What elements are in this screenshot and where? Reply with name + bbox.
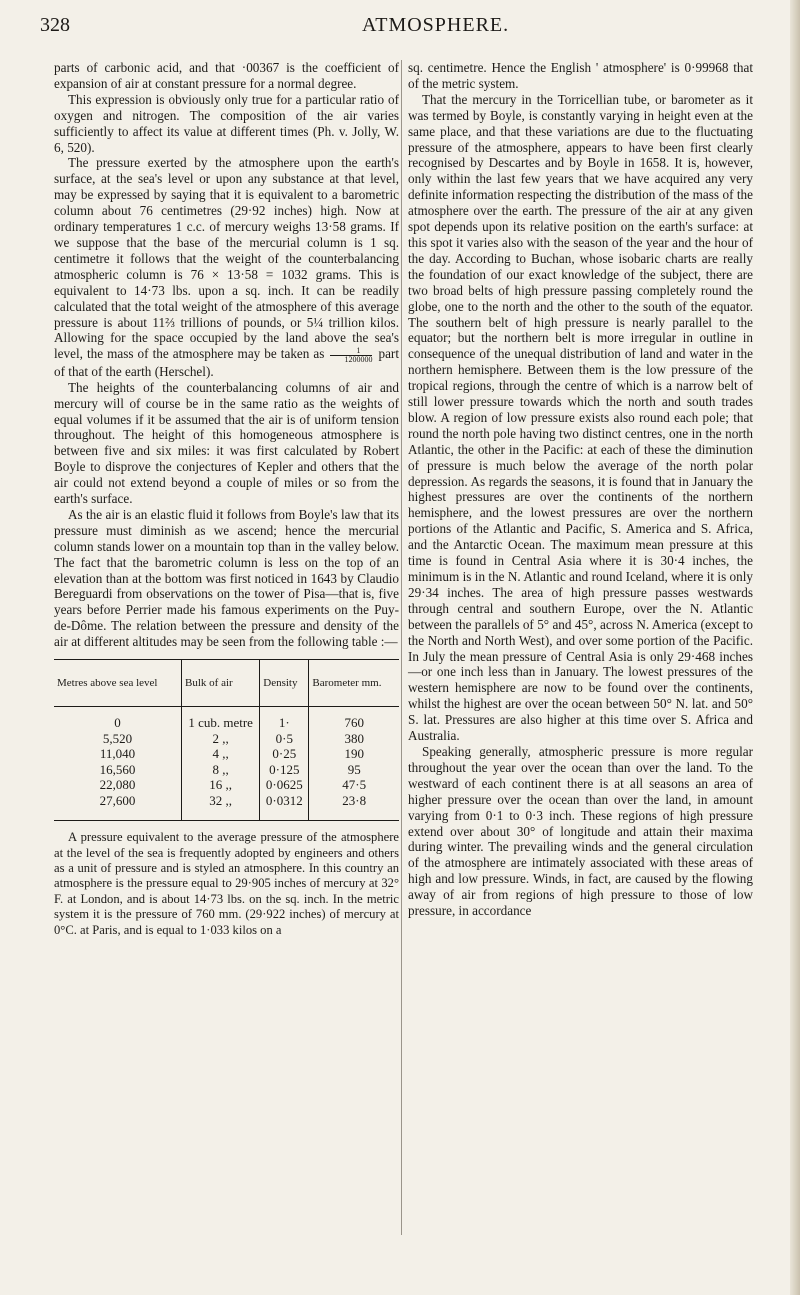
paragraph: [54, 155, 399, 379]
table-cell: 1·: [260, 707, 309, 731]
table-header: Barometer mm.: [309, 660, 399, 707]
table-cell: 27,600: [54, 793, 182, 821]
table-cell: 4 ,,: [182, 746, 260, 762]
right-column: [408, 60, 753, 919]
paragraph: Speaking generally, atmospheric pressure is more regular throughout the year over the ocean than over the land. To the westward of each continent there is at all seasons an area of higher pressure over the ocean than over the land, in amount varying from 0·1 to 0·3 inch. These regions of high pressure extend over about 30° of longitude and attain their maxima during winter. The prevailing winds and the general circulation of the atmosphere are intimately associated with these areas of high and low pressure. Winds, in fact, are caused by the flowing away of air from regions of high pressure to those of low pressure, in accordance: [408, 743, 753, 919]
table-cell: 190: [344, 746, 364, 762]
table-row: [54, 762, 399, 778]
table-row: [54, 746, 399, 762]
table-header: Density: [260, 660, 309, 707]
page-edge: [790, 0, 800, 1295]
table-row: [54, 731, 399, 747]
fraction: [330, 347, 372, 364]
table-cell: 760: [344, 715, 364, 731]
paragraph: The heights of the counterbalancing columns of air and mercury will of course be in the same ratio as the weights of equal volumes if it be assumed that the air is of uniform tension throughout. The height of this homogeneous atmosphere is between five and six miles: it was first calculated by Robert Boyle to disprove the conjectures of Kepler and others that the air could not extend beyond a couple of miles or so from the earth's surface.: [54, 379, 399, 507]
table-cell: 0·25: [260, 746, 309, 762]
table-cell: 22,080: [54, 777, 182, 793]
fraction-numerator: 1: [330, 347, 372, 356]
paragraph-text: The pressure exerted by the atmosphere upon the earth's surface, at the sea's level or upon any substance at that level, may be expressed by saying that it is equivalent to a barometric column about 76 centimetres (29·92 inches) high. Now at ordinary temperatures 1 c.c. of mercury weighs 13·58 grams. If we suppose that the base of the mercurial column is 1 sq. centimetre it follows that the weight of the counterbalancing atmospheric column is 76 × 13·58 = 1032 grams. This is equivalent to 14·73 lbs. upon a sq. inch. It can be readily calculated that the total weight of the atmosphere of this average pressure is about 11⅔ trillions of pounds, or 5¼ trillion kilos. Allowing for the space occupied by the land above the sea's level, the mass of the atmosphere may be taken as: [54, 155, 399, 362]
table-header: Metres above sea level: [54, 660, 182, 707]
table-row: [54, 707, 399, 731]
paragraph: parts of carbonic acid, and that ·00367 is the coefficient of expansion of air at constant pressure for a normal degree.: [54, 60, 399, 91]
column-divider: [401, 60, 402, 1235]
pressure-density-table: [54, 659, 399, 821]
table-cell: 16,560: [54, 762, 182, 778]
paragraph-text: part of that of the earth (Herschel).: [54, 346, 399, 379]
table-cell: 0·0625: [260, 777, 309, 793]
table-cell: 380: [344, 730, 364, 746]
page-number: 328: [40, 14, 70, 36]
running-title: ATMOSPHERE.: [362, 14, 510, 36]
table-cell: 23·8: [309, 793, 399, 821]
table-cell: 1 cub. metre: [182, 707, 260, 731]
table-row: [54, 793, 399, 821]
paragraph: sq. centimetre. Hence the English ' atmosphere' is 0·99968 that of the metric system.: [408, 60, 753, 91]
table-cell: 0: [54, 707, 182, 731]
paragraph: As the air is an elastic fluid it follows from Boyle's law that its pressure must diminish as we ascend; hence the mercurial column stands lower on a mountain top than in the valley below. The fact that the barometric column is less on the top of an elevation than at the bottom was first noticed in 1643 by Claudio Bereguardi from observations on the tower of Pisa—that is, five years before Perrier made his famous experiments on the Puy-de-Dôme. The relation between the pressure and density of the air at different altitudes may be seen from the following table :—: [54, 506, 399, 650]
paragraph: That the mercury in the Torricellian tube, or barometer as it was termed by Boyle, is constantly varying in height even at the same place, and that these variations are due to the fluctuating pressure of the atmosphere, appears to have been first clearly recognised by Descartes and by Boyle in 1658. It is, however, only within the last few years that we have acquired any very definite information respecting the distribution of the mass of the atmosphere over the earth. The pressure of the air at any given spot depends upon its relative position on the earth's surface: at this spot it varies also with the season of the year and the hour of the day. According to Buchan, whose isobaric charts are really the foundation of our exact knowledge of the subject, there are two broad belts of high pressure passing completely round the globe, one to the north and the other to the south of the equator. The southern belt of high pressure is nearly parallel to the equator; but the northern belt is more irregular in outline in consequence of the unequal distribution of land and water in the northern hemisphere. Between them is the low pressure of the tropical regions, through the centre of which is a narrow belt of still lower pressure towards which the north and south trades blow. A region of low pressure exists also round each pole; that round the north pole having two distinct centres, one in the north Atlantic, the other in the Pacific: at each of these the diminution of pressure is much below the average of the north polar depression. As regards the seasons, it is found that in January the highest pressures are over the continents of the northern hemisphere, and the lowest pressures are over the northern portions of the Atlantic and Pacific, S. America and S. Africa, and the Antarctic Ocean. The maximum mean pressure at this time is found in Central Asia where it is 30·4 inches, the minimum is in the N. Atlantic and round Iceland, where it is only 29·34 inches. The area of high pressure passes westwards through central and southern Europe, over the N. Atlantic between the parallels of 5° and 45°, across N. America (except to the North and North West), and over some portion of the Pacific. In July the mean pressure of Central Asia is only 29·468 inches—or one inch less than in January. The lowest pressures of the western hemisphere are now to be found over the continents, whilst the highest are over the ocean between 50° N. lat. and 50° S. lat. Pressures are also higher at this time over S. Africa and Australia.: [408, 91, 753, 744]
table-cell: 32 ,,: [182, 793, 260, 821]
table-cell: 8 ,,: [182, 762, 260, 778]
table-cell: 2 ,,: [182, 731, 260, 747]
paragraph: This expression is obviously only true for a particular ratio of oxygen and nitrogen. The composition of the air varies sufficiently to affect its value at different times (Ph. v. Jolly, W. 6, 520).: [54, 91, 399, 155]
paragraph: A pressure equivalent to the average pressure of the atmosphere at the level of the sea is frequently adopted by engineers and others as a unit of pressure and is styled an atmosphere. In this country an atmosphere is the pressure equal to 29·905 inches of mercury at 32° F. at London, and is about 14·73 lbs. on the sq. inch. In the metric system it is the pressure of 760 mm. (29·922 inches) of mercury at 0°C. at Paris, and is equal to 1·033 kilos on a: [54, 830, 399, 937]
table-cell: 5,520: [54, 731, 182, 747]
fraction-denominator: 1200000: [344, 354, 373, 364]
left-column: [54, 60, 399, 938]
table-cell: 0·125: [260, 762, 309, 778]
table-cell: 11,040: [54, 746, 182, 762]
table-cell: 95: [347, 761, 361, 777]
table-row: [54, 777, 399, 793]
table-cell: 0·0312: [260, 793, 309, 821]
table-cell: 0·5: [260, 731, 309, 747]
table-header: Bulk of air: [182, 660, 260, 707]
table-cell: 16 ,,: [182, 777, 260, 793]
table-cell: 47·5: [342, 777, 367, 793]
